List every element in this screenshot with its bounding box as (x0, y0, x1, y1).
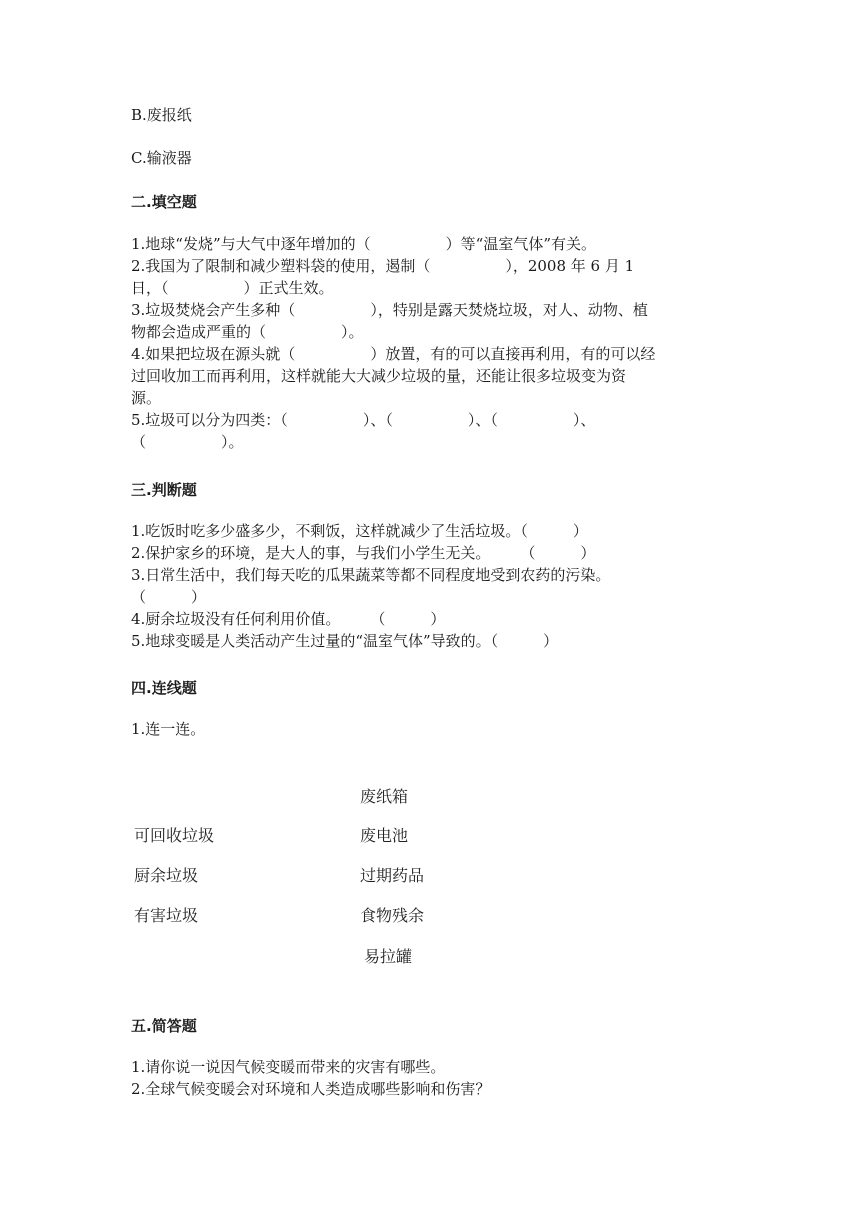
fill-line-3: 日，（ ）正式生效。 (131, 279, 334, 297)
fill-line-1: 1.地球“发烧”与大气中逐年增加的（ ）等“温室气体”有关。 (131, 235, 596, 253)
match-right-4: 食物残余 (360, 906, 425, 925)
fill-line-7: 过回收加工而再利用，这样就能大大减少垃圾的量，还能让很多垃圾变为资 (131, 367, 627, 385)
fill-line-6: 4.如果把垃圾在源头就（ ）放置，有的可以直接再利用，有的可以经 (131, 345, 656, 363)
section-title-fill-blank: 二.填空题 (131, 193, 197, 211)
match-left-3: 有害垃圾 (134, 906, 199, 925)
section-title-true-false: 三.判断题 (131, 481, 197, 499)
matching-question: 1.连一连。 (131, 720, 206, 738)
match-left-1: 可回收垃圾 (134, 826, 215, 845)
match-right-2: 废电池 (360, 826, 409, 845)
match-left-2: 厨余垃圾 (134, 866, 199, 885)
fill-line-5: 物都会造成严重的（ ）。 (131, 323, 364, 341)
fill-line-4: 3.垃圾焚烧会产生多种（ ），特别是露天焚烧垃圾，对人、动物、植 (131, 301, 648, 319)
judge-line-1: 1.吃饭时吃多少盛多少，不剩饭，这样就减少了生活垃圾。（ ） (131, 522, 588, 540)
option-c: C.输液器 (131, 149, 192, 167)
answer-line-1: 1.请你说一说因气候变暖而带来的灾害有哪些。 (131, 1058, 446, 1076)
judge-line-5: 4.厨余垃圾没有任何利用价值。 （ ） (131, 610, 446, 628)
judge-line-6: 5.地球变暖是人类活动产生过量的“温室气体”导致的。（ ） (131, 632, 559, 650)
option-b: B.废报纸 (131, 106, 192, 124)
judge-line-2: 2.保护家乡的环境，是大人的事，与我们小学生无关。 （ ） (131, 544, 596, 562)
section-title-matching: 四.连线题 (131, 679, 197, 697)
fill-line-2: 2.我国为了限制和减少塑料袋的使用，遏制（ ），2008 年 6 月 1 (131, 257, 635, 275)
judge-line-3: 3.日常生活中，我们每天吃的瓜果蔬菜等都不同程度地受到农药的污染。 (131, 566, 611, 584)
match-right-3: 过期药品 (360, 866, 425, 885)
match-right-5: 易拉罐 (364, 947, 413, 966)
judge-line-4: （ ） (131, 588, 207, 606)
match-right-1: 废纸箱 (360, 787, 409, 806)
section-title-short-answer: 五.简答题 (131, 1017, 197, 1035)
fill-line-9: 5.垃圾可以分为四类：（ ）、（ ）、（ ）、 (131, 411, 596, 429)
answer-line-2: 2.全球气候变暖会对环境和人类造成哪些影响和伤害？ (131, 1080, 491, 1098)
fill-line-8: 源。 (131, 389, 162, 407)
fill-line-10: （ ）。 (131, 433, 244, 451)
